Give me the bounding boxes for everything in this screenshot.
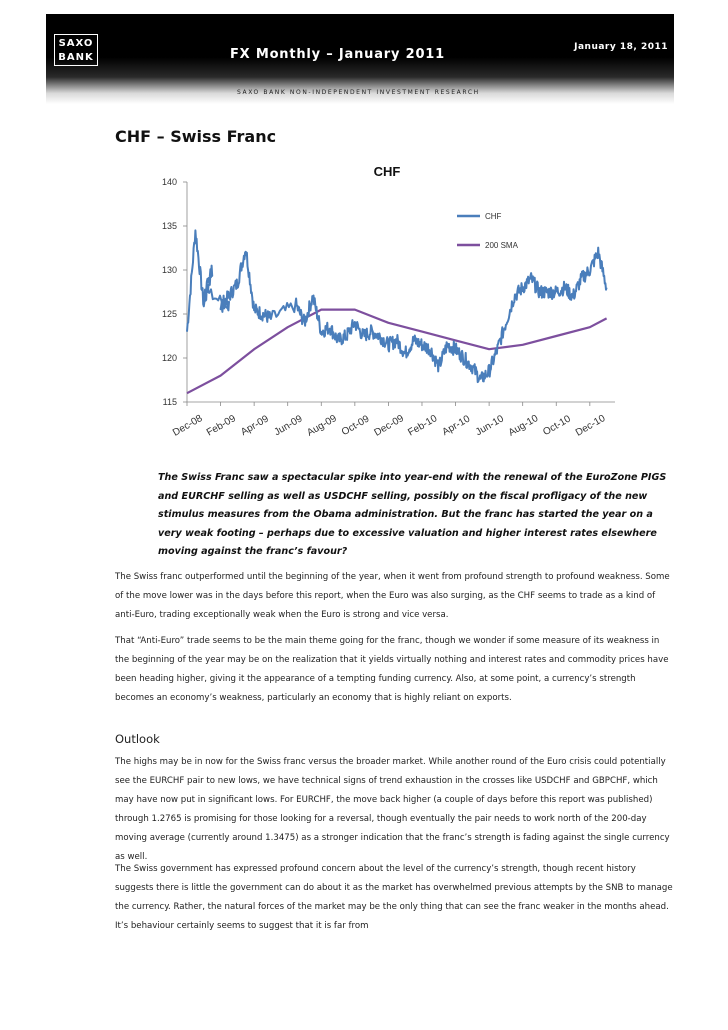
x-tick-label: Apr-09 xyxy=(239,413,271,439)
report-subtitle: SAXO BANK NON-INDEPENDENT INVESTMENT RESEARCH xyxy=(237,89,480,96)
legend-label: CHF xyxy=(485,212,502,221)
x-axis xyxy=(171,402,615,439)
x-tick-label: Dec-08 xyxy=(171,413,205,439)
y-tick-label: 115 xyxy=(162,397,177,407)
outlook-paragraph-1: The highs may be in now for the Swiss franc versus the broader market. While another round of the Euro crisis could potentially see the EURCHF pair to new lows, we have technical signs of trend exhaustion in the crosses like USDCHF and GBPCHF, which may have now put in significant lows. For EURCHF, the move back higher (a couple of days before this report was published) through 1.2765 is promising for those looking for a reversal, though eventually the pair needs to work north of the 200-day moving average (currently around 1.3475) as a stronger indication that the franc’s strength is fading against the single currency as well. xyxy=(115,757,670,862)
report-title: FX Monthly – January 2011 xyxy=(230,47,445,62)
y-tick-label: 130 xyxy=(161,265,177,275)
chart-caption: The Swiss Franc saw a spectacular spike into year-end with the renewal of the EuroZone PIGS and EURCHF selling as well as USDCHF selling, possibly on the fiscal profligacy of the new stimulus measures from the Obama administration. But the franc has started the year on a very weak footing – perhaps due to excessive valuation and higher interest rates elsewhere moving against the franc’s favour? xyxy=(158,472,667,557)
outlook-heading: Outlook xyxy=(115,732,160,746)
x-tick-label: Dec-10 xyxy=(573,413,608,439)
x-tick-label: Apr-10 xyxy=(440,413,473,439)
y-axis xyxy=(162,177,187,407)
legend-label: 200 SMA xyxy=(485,241,518,250)
y-tick-label: 135 xyxy=(161,221,177,231)
section-title: CHF – Swiss Franc xyxy=(115,127,277,146)
paragraph-2: That “Anti-Euro” trade seems to be the main theme going for the franc, though we wonder if some measure of its weakness in the beginning of the year may be on the realization that it yields virtually nothing and interest rates and commodity prices have been heading higher, giving it the appearance of a tempting funding currency. Also, at some point, a currency’s strength becomes an economy’s weakness, particularly an economy that is highly reliant on exports. xyxy=(115,636,669,703)
chart-title: CHF xyxy=(373,164,401,179)
x-tick-label: Feb-10 xyxy=(406,413,440,439)
x-tick-label: Oct-09 xyxy=(339,413,372,439)
outlook-paragraph-2: The Swiss government has expressed profound concern about the level of the currency’s strength, though recent history suggests there is little the government can do about it as the market has overwhelmed previous attempts by the SNB to manage the currency. Rather, the natural forces of the market may be the only thing that can see the franc weaker in the months ahead. It’s behaviour certainly seems to suggest that it is far from xyxy=(115,864,673,931)
saxo-bank-logo xyxy=(54,34,98,66)
report-date: January 18, 2011 xyxy=(574,42,668,52)
series-line-200-sma xyxy=(187,310,607,394)
logo-line-2: BANK xyxy=(58,52,94,63)
y-tick-label: 120 xyxy=(161,353,177,363)
x-tick-label: Aug-10 xyxy=(506,413,541,439)
chart-svg xyxy=(145,152,625,452)
x-tick-label: Jun-10 xyxy=(473,413,506,439)
x-tick-label: Jun-09 xyxy=(272,413,305,439)
x-tick-label: Aug-09 xyxy=(305,413,339,439)
y-tick-label: 125 xyxy=(161,309,177,319)
paragraph-1: The Swiss franc outperformed until the beginning of the year, when it went from profound strength to profound weakness. Some of the move lower was in the days before this report, when the Euro was also surging, as the CHF seems to trade as a kind of anti-Euro, trading exceptionally weak when the Euro is strong and vice versa. xyxy=(115,572,670,620)
series-layer xyxy=(187,230,607,393)
x-tick-label: Dec-09 xyxy=(372,413,406,439)
logo-line-1: SAXO xyxy=(58,38,94,49)
series-line-chf xyxy=(187,230,607,382)
y-tick-label: 140 xyxy=(161,177,177,187)
chart-legend xyxy=(457,212,519,250)
x-tick-label: Oct-10 xyxy=(541,413,573,439)
x-tick-label: Feb-09 xyxy=(204,413,238,439)
chf-chart xyxy=(145,152,625,452)
